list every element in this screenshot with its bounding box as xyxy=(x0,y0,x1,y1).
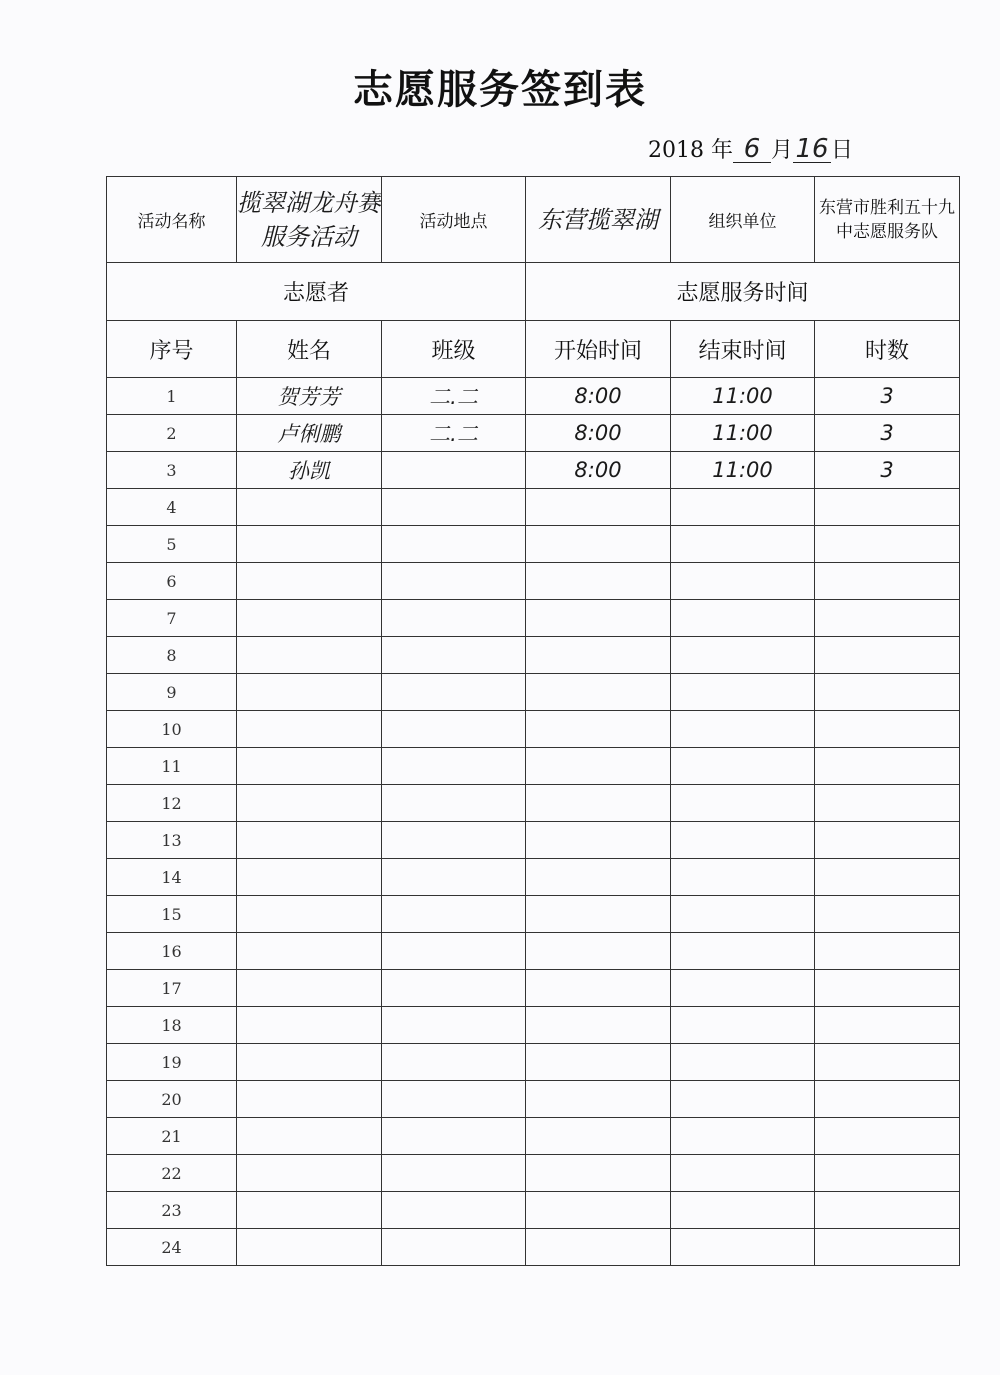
table-row xyxy=(107,526,960,563)
row-class[interactable] xyxy=(382,637,526,674)
table-row xyxy=(107,378,960,415)
row-seq: 11 xyxy=(107,748,237,785)
row-class[interactable] xyxy=(382,1192,526,1229)
table-row xyxy=(107,822,960,859)
row-seq: 15 xyxy=(107,896,237,933)
table-row xyxy=(107,563,960,600)
row-seq: 10 xyxy=(107,711,237,748)
row-start-time[interactable] xyxy=(526,1155,671,1192)
location-label: 活动地点 xyxy=(382,177,526,263)
row-seq: 8 xyxy=(107,637,237,674)
row-hours[interactable]: 3 xyxy=(815,452,960,489)
column-header-row xyxy=(107,321,960,378)
row-class[interactable] xyxy=(382,933,526,970)
row-seq: 6 xyxy=(107,563,237,600)
row-seq: 12 xyxy=(107,785,237,822)
table-row xyxy=(107,785,960,822)
row-start-time[interactable] xyxy=(526,822,671,859)
table-row xyxy=(107,970,960,1007)
row-class[interactable] xyxy=(382,785,526,822)
table-row xyxy=(107,1155,960,1192)
table-row xyxy=(107,1118,960,1155)
row-name[interactable] xyxy=(237,1007,382,1044)
row-start-time[interactable] xyxy=(526,1081,671,1118)
row-end-time[interactable]: 11:00 xyxy=(671,415,815,452)
row-hours[interactable] xyxy=(815,1192,960,1229)
row-end-time[interactable] xyxy=(671,674,815,711)
row-end-time[interactable] xyxy=(671,822,815,859)
row-hours[interactable] xyxy=(815,748,960,785)
row-name[interactable] xyxy=(237,674,382,711)
table-row xyxy=(107,859,960,896)
row-start-time[interactable] xyxy=(526,970,671,1007)
row-end-time[interactable] xyxy=(671,933,815,970)
volunteers-section-header: 志愿者 xyxy=(107,263,526,321)
section-header-row xyxy=(107,263,960,321)
row-class[interactable] xyxy=(382,859,526,896)
row-end-time[interactable] xyxy=(671,711,815,748)
row-seq: 13 xyxy=(107,822,237,859)
row-seq: 9 xyxy=(107,674,237,711)
row-seq: 16 xyxy=(107,933,237,970)
row-name[interactable] xyxy=(237,489,382,526)
row-hours[interactable] xyxy=(815,1229,960,1266)
row-hours[interactable] xyxy=(815,600,960,637)
row-start-time[interactable] xyxy=(526,526,671,563)
row-end-time[interactable] xyxy=(671,637,815,674)
table-row xyxy=(107,600,960,637)
row-name[interactable] xyxy=(237,1155,382,1192)
row-seq: 22 xyxy=(107,1155,237,1192)
row-name[interactable] xyxy=(237,1229,382,1266)
row-end-time[interactable] xyxy=(671,563,815,600)
activity-info-row xyxy=(107,177,960,263)
row-hours[interactable] xyxy=(815,1007,960,1044)
organizer-label: 组织单位 xyxy=(671,177,815,263)
row-name[interactable] xyxy=(237,1081,382,1118)
date-year-label: 年 xyxy=(711,138,734,163)
table-row xyxy=(107,674,960,711)
row-class[interactable] xyxy=(382,711,526,748)
service-time-section-header: 志愿服务时间 xyxy=(526,263,960,321)
table-row xyxy=(107,452,960,489)
row-start-time[interactable]: 8:00 xyxy=(526,415,671,452)
col-header-name: 姓名 xyxy=(237,321,382,378)
table-row xyxy=(107,415,960,452)
row-seq: 14 xyxy=(107,859,237,896)
row-class[interactable] xyxy=(382,896,526,933)
row-seq: 7 xyxy=(107,600,237,637)
table-row xyxy=(107,748,960,785)
row-class[interactable] xyxy=(382,1081,526,1118)
row-start-time[interactable] xyxy=(526,489,671,526)
row-class[interactable] xyxy=(382,1118,526,1155)
row-name[interactable] xyxy=(237,933,382,970)
table-row xyxy=(107,489,960,526)
date-month-label: 月 xyxy=(771,138,794,163)
row-seq: 17 xyxy=(107,970,237,1007)
row-start-time[interactable] xyxy=(526,748,671,785)
table-row xyxy=(107,637,960,674)
row-start-time[interactable] xyxy=(526,674,671,711)
row-hours[interactable] xyxy=(815,933,960,970)
row-end-time[interactable] xyxy=(671,1081,815,1118)
row-name[interactable] xyxy=(237,859,382,896)
row-end-time[interactable] xyxy=(671,896,815,933)
row-class[interactable] xyxy=(382,600,526,637)
table-row xyxy=(107,933,960,970)
row-end-time[interactable] xyxy=(671,859,815,896)
row-hours[interactable] xyxy=(815,785,960,822)
row-hours[interactable] xyxy=(815,489,960,526)
row-end-time[interactable] xyxy=(671,1044,815,1081)
row-end-time[interactable] xyxy=(671,489,815,526)
row-start-time[interactable] xyxy=(526,785,671,822)
row-hours[interactable] xyxy=(815,526,960,563)
row-name[interactable]: 贺芳芳 xyxy=(237,378,382,415)
col-header-class: 班级 xyxy=(382,321,526,378)
row-class[interactable] xyxy=(382,822,526,859)
row-end-time[interactable] xyxy=(671,600,815,637)
row-start-time[interactable] xyxy=(526,637,671,674)
col-header-hours: 时数 xyxy=(815,321,960,378)
row-name[interactable] xyxy=(237,526,382,563)
row-start-time[interactable] xyxy=(526,896,671,933)
row-name[interactable]: 孙凯 xyxy=(237,452,382,489)
row-name[interactable] xyxy=(237,896,382,933)
organizer-value[interactable] xyxy=(815,177,960,263)
activity-name-text: 揽翠湖龙舟赛服务活动 xyxy=(237,188,381,251)
table-row xyxy=(107,896,960,933)
table-row xyxy=(107,1081,960,1118)
col-header-start: 开始时间 xyxy=(526,321,671,378)
row-start-time[interactable] xyxy=(526,1044,671,1081)
row-seq: 2 xyxy=(107,415,237,452)
location-value[interactable] xyxy=(526,177,671,263)
row-end-time[interactable] xyxy=(671,1155,815,1192)
row-end-time[interactable]: 11:00 xyxy=(671,378,815,415)
row-class[interactable] xyxy=(382,526,526,563)
row-seq: 19 xyxy=(107,1044,237,1081)
row-start-time[interactable] xyxy=(526,1192,671,1229)
row-end-time[interactable] xyxy=(671,1118,815,1155)
row-end-time[interactable] xyxy=(671,970,815,1007)
row-name[interactable] xyxy=(237,1044,382,1081)
row-hours[interactable] xyxy=(815,1118,960,1155)
row-end-time[interactable] xyxy=(671,748,815,785)
row-class[interactable] xyxy=(382,563,526,600)
row-seq: 1 xyxy=(107,378,237,415)
row-start-time[interactable]: 8:00 xyxy=(526,378,671,415)
row-name[interactable] xyxy=(237,822,382,859)
row-name[interactable] xyxy=(237,600,382,637)
row-hours[interactable]: 3 xyxy=(815,378,960,415)
row-seq: 18 xyxy=(107,1007,237,1044)
activity-name-value[interactable] xyxy=(237,177,382,263)
row-start-time[interactable] xyxy=(526,1229,671,1266)
row-seq: 21 xyxy=(107,1118,237,1155)
row-start-time[interactable] xyxy=(526,933,671,970)
table-row xyxy=(107,711,960,748)
table-row xyxy=(107,1229,960,1266)
row-hours[interactable] xyxy=(815,1044,960,1081)
row-class[interactable] xyxy=(382,674,526,711)
col-header-seq: 序号 xyxy=(107,321,237,378)
row-hours[interactable] xyxy=(815,896,960,933)
row-end-time[interactable] xyxy=(671,1007,815,1044)
row-end-time[interactable]: 11:00 xyxy=(671,452,815,489)
row-hours[interactable] xyxy=(815,1155,960,1192)
row-start-time[interactable] xyxy=(526,711,671,748)
row-class[interactable] xyxy=(382,1044,526,1081)
row-hours[interactable] xyxy=(815,637,960,674)
row-end-time[interactable] xyxy=(671,785,815,822)
row-start-time[interactable] xyxy=(526,1118,671,1155)
location-text: 东营揽翠湖 xyxy=(538,205,658,234)
row-seq: 23 xyxy=(107,1192,237,1229)
row-end-time[interactable] xyxy=(671,1229,815,1266)
page-title: 志愿服务签到表 xyxy=(353,67,647,113)
row-class[interactable] xyxy=(382,452,526,489)
date-month[interactable]: 6 xyxy=(733,136,771,163)
row-seq: 3 xyxy=(107,452,237,489)
table-row xyxy=(107,1192,960,1229)
row-hours[interactable]: 3 xyxy=(815,415,960,452)
row-class[interactable] xyxy=(382,1155,526,1192)
row-class[interactable] xyxy=(382,489,526,526)
col-header-end: 结束时间 xyxy=(671,321,815,378)
date-day[interactable]: 16 xyxy=(793,136,831,163)
row-name[interactable] xyxy=(237,785,382,822)
row-name[interactable] xyxy=(237,970,382,1007)
row-seq: 24 xyxy=(107,1229,237,1266)
row-name[interactable] xyxy=(237,1118,382,1155)
row-class[interactable] xyxy=(382,1229,526,1266)
row-seq: 5 xyxy=(107,526,237,563)
row-class[interactable] xyxy=(382,1007,526,1044)
row-hours[interactable] xyxy=(815,970,960,1007)
row-name[interactable] xyxy=(237,748,382,785)
row-hours[interactable] xyxy=(815,859,960,896)
row-hours[interactable] xyxy=(815,822,960,859)
row-class[interactable] xyxy=(382,970,526,1007)
row-start-time[interactable] xyxy=(526,600,671,637)
row-hours[interactable] xyxy=(815,1081,960,1118)
row-name[interactable] xyxy=(237,711,382,748)
row-name[interactable] xyxy=(237,563,382,600)
activity-name-label: 活动名称 xyxy=(107,177,237,263)
row-seq: 20 xyxy=(107,1081,237,1118)
date-day-label: 日 xyxy=(831,138,854,163)
row-hours[interactable] xyxy=(815,563,960,600)
row-hours[interactable] xyxy=(815,674,960,711)
date-line xyxy=(648,133,853,164)
row-start-time[interactable]: 8:00 xyxy=(526,452,671,489)
row-class[interactable]: 二.二 xyxy=(382,378,526,415)
row-class[interactable] xyxy=(382,748,526,785)
sign-in-table xyxy=(106,176,960,1266)
row-end-time[interactable] xyxy=(671,1192,815,1229)
row-name[interactable] xyxy=(237,1192,382,1229)
table-row xyxy=(107,1044,960,1081)
row-start-time[interactable] xyxy=(526,563,671,600)
row-seq: 4 xyxy=(107,489,237,526)
organizer-text: 东营市胜利五十九中志愿服务队 xyxy=(819,197,955,242)
row-end-time[interactable] xyxy=(671,526,815,563)
row-class[interactable]: 二.二 xyxy=(382,415,526,452)
date-year: 2018 xyxy=(648,138,704,163)
row-name[interactable] xyxy=(237,637,382,674)
row-start-time[interactable] xyxy=(526,1007,671,1044)
row-start-time[interactable] xyxy=(526,859,671,896)
table-row xyxy=(107,1007,960,1044)
row-hours[interactable] xyxy=(815,711,960,748)
row-name[interactable]: 卢俐鹏 xyxy=(237,415,382,452)
